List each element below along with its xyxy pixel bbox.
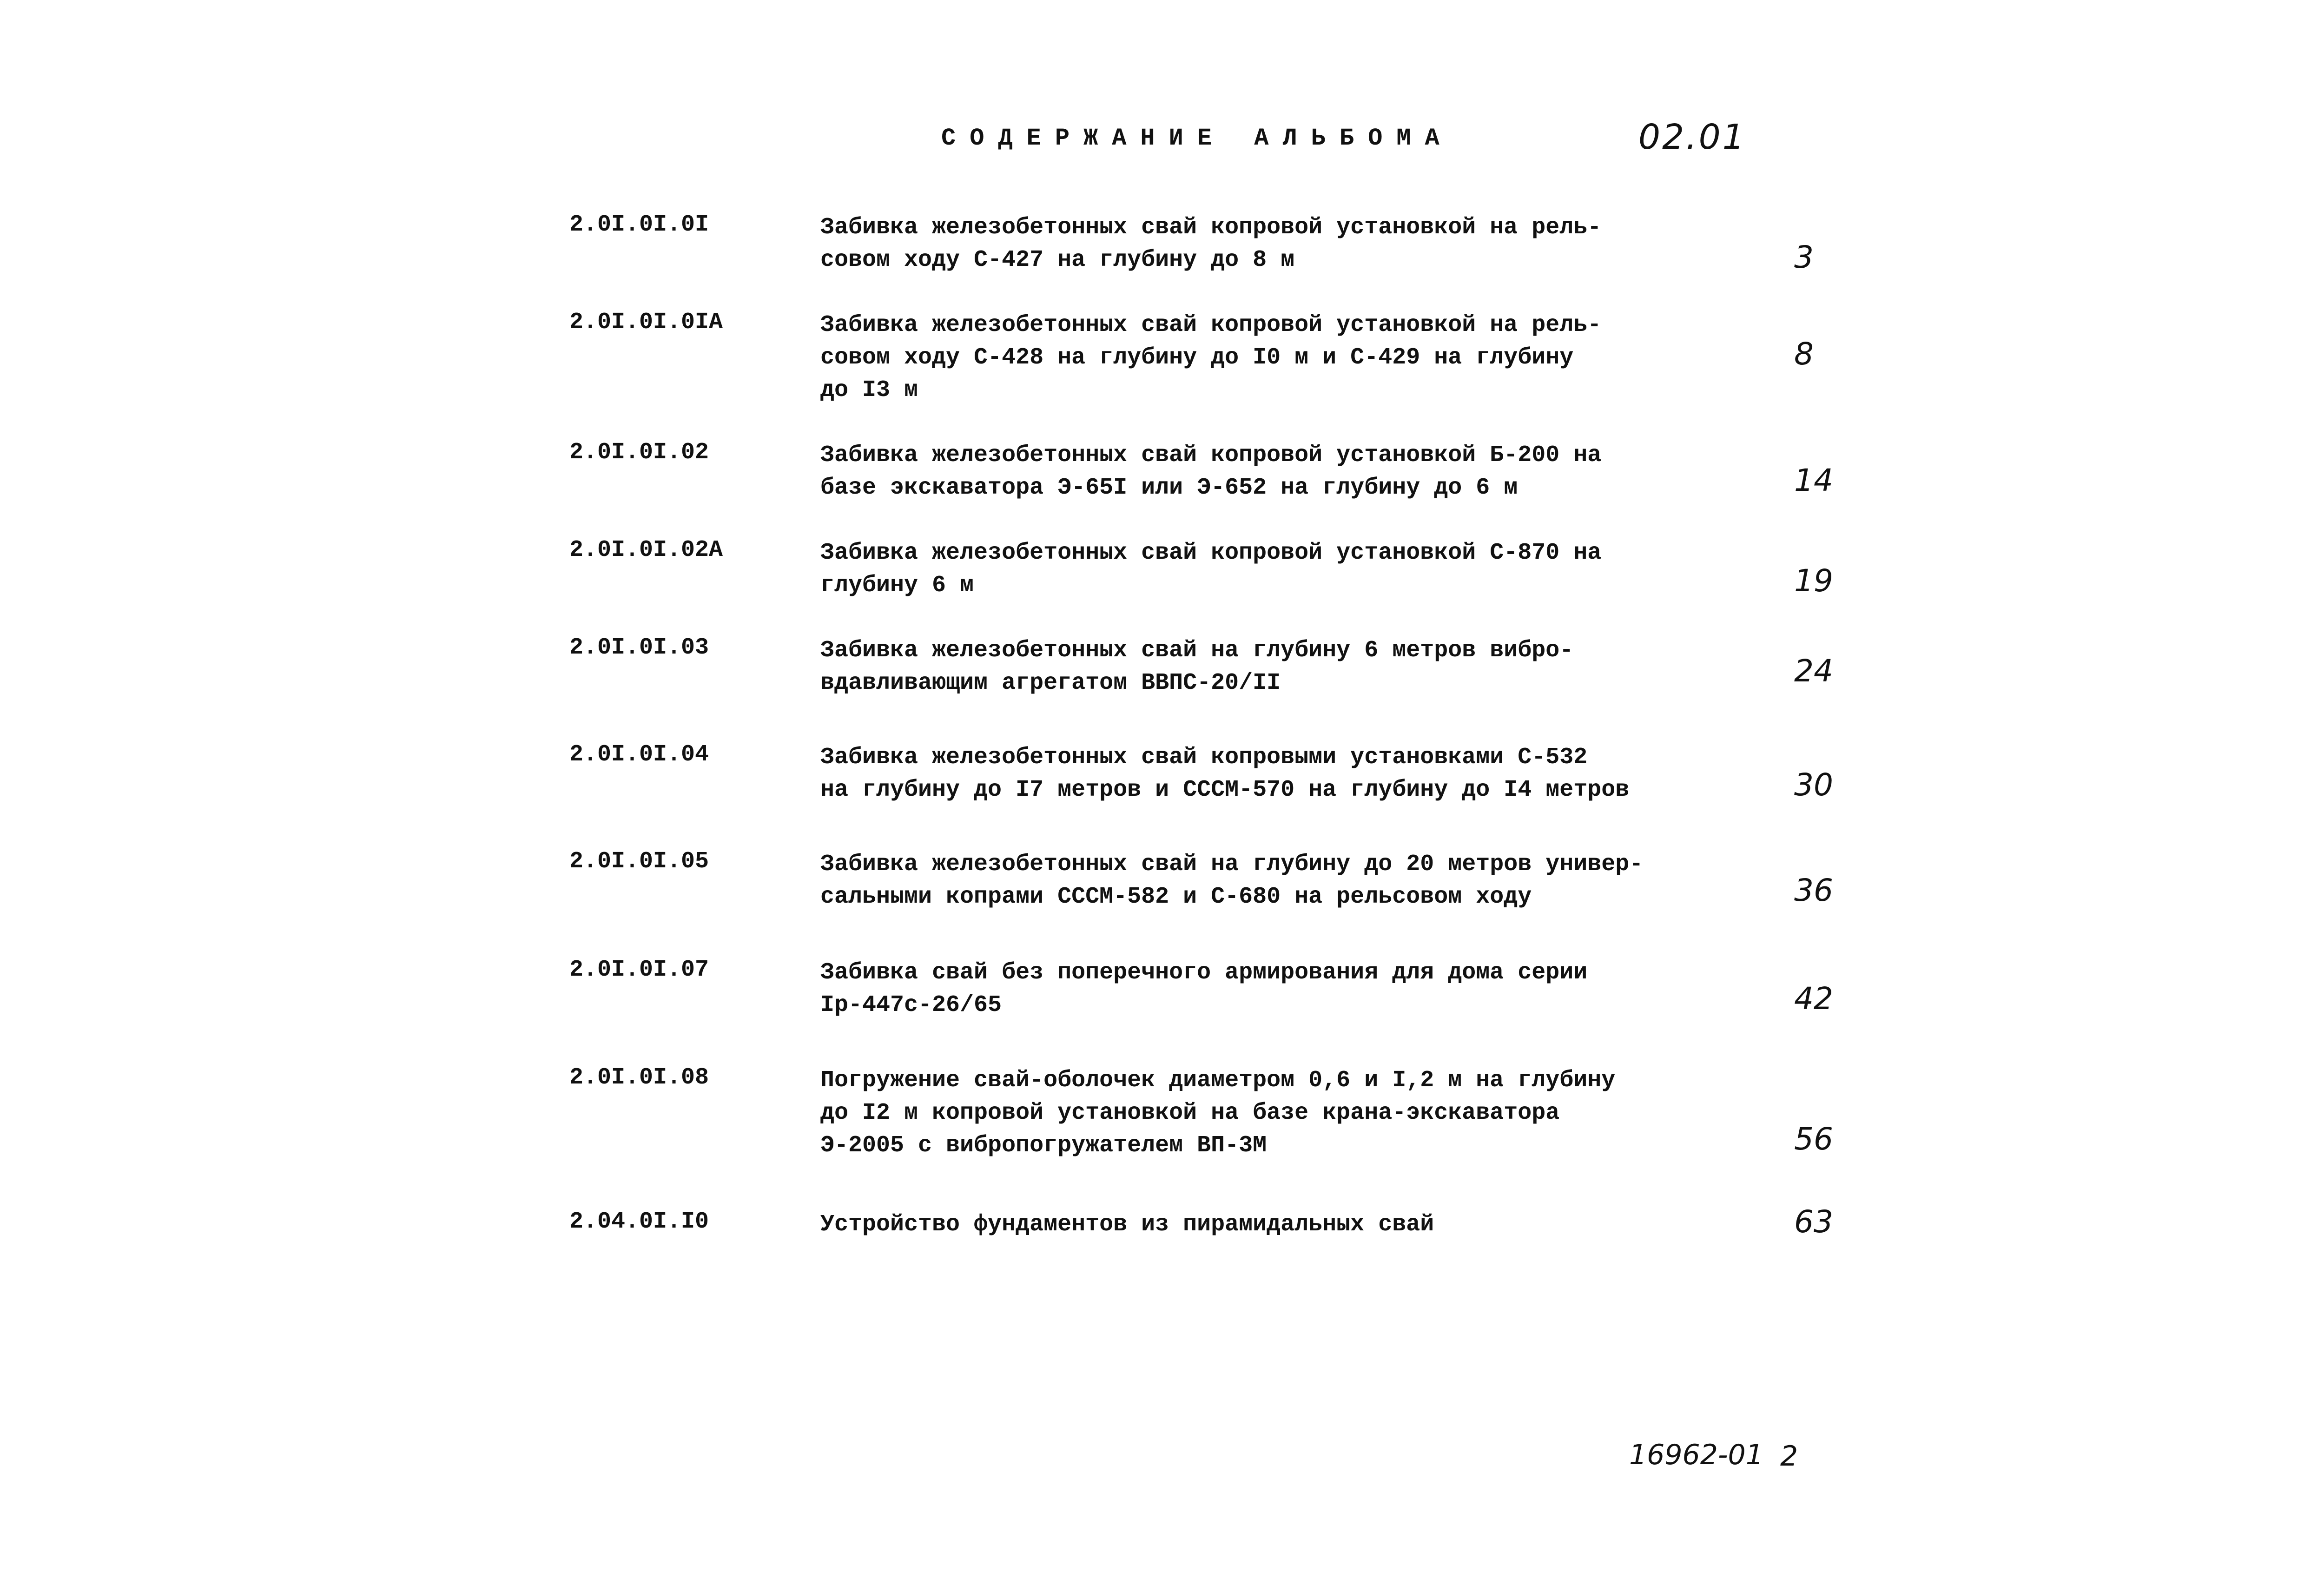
entry-page-number: 8 xyxy=(1794,336,1814,372)
entry-description-line: до I3 м xyxy=(820,377,918,403)
entry-page-number: 56 xyxy=(1794,1121,1833,1157)
entry-page-number: 42 xyxy=(1794,981,1833,1017)
entry-code: 2.0I.0I.02А xyxy=(569,537,723,563)
entry-description-line: до I2 м копровой установкой на базе крана-экскаватора xyxy=(820,1100,1560,1126)
entry-description xyxy=(820,741,1657,806)
entry-description-line: Iр-447с-26/65 xyxy=(820,992,1002,1018)
entry-description xyxy=(820,211,1657,277)
entry-description-line: Забивка свай без поперечного армирования для дома серии xyxy=(820,959,1588,986)
entry-description-line: совом ходу С-427 на глубину до 8 м xyxy=(820,247,1295,273)
entry-description xyxy=(820,439,1657,504)
entry-description xyxy=(820,537,1657,602)
entry-code: 2.0I.0I.07 xyxy=(569,957,709,983)
entry-description-line: Забивка железобетонных свай копровой установкой на рель- xyxy=(820,312,1602,338)
entry-description-line: Забивка железобетонных свай копровой установкой на рель- xyxy=(820,214,1602,241)
document-code: 16962-01 xyxy=(1629,1439,1763,1471)
entry-page-number: 63 xyxy=(1794,1204,1833,1240)
entry-page-number: 24 xyxy=(1794,653,1833,689)
entry-description-line: Погружение свай-оболочек диаметром 0,6 и I,2 м на глубину xyxy=(820,1067,1616,1094)
entry-description xyxy=(820,1209,1657,1241)
entry-description-line: Забивка железобетонных свай копровой установкой Б-200 на xyxy=(820,442,1602,469)
entry-code: 2.0I.0I.04 xyxy=(569,741,709,768)
entry-description xyxy=(820,309,1657,407)
entry-description-line: Э-2005 с вибропогружателем ВП-3М xyxy=(820,1132,1267,1159)
entry-code: 2.0I.0I.08 xyxy=(569,1064,709,1091)
entry-page-number: 36 xyxy=(1794,872,1833,908)
entry-page-number: 30 xyxy=(1794,767,1833,803)
entry-code: 2.04.0I.I0 xyxy=(569,1209,709,1235)
entry-description-line: Забивка железобетонных свай копровой установкой С-870 на xyxy=(820,540,1602,566)
page-title: СОДЕРЖАНИЕ АЛЬБОМА xyxy=(941,125,1453,152)
entry-page-number: 3 xyxy=(1794,239,1814,275)
entry-code: 2.0I.0I.0IА xyxy=(569,309,723,336)
entry-description-line: совом ходу С-428 на глубину до I0 м и С-429 на глубину xyxy=(820,344,1574,371)
entry-description-line: на глубину до I7 метров и СССМ-570 на глубину до I4 метров xyxy=(820,777,1630,803)
entry-description-line: сальными копрами СССМ-582 и С-680 на рельсовом ходу xyxy=(820,884,1532,910)
entry-description-line: Забивка железобетонных свай на глубину 6 метров вибро- xyxy=(820,637,1574,664)
entry-description-line: глубину 6 м xyxy=(820,572,974,599)
entry-description xyxy=(820,1064,1657,1162)
entry-description xyxy=(820,957,1657,1022)
entry-page-number: 14 xyxy=(1794,462,1833,498)
entry-description-line: Устройство фундаментов из пирамидальных свай xyxy=(820,1211,1434,1238)
entry-code: 2.0I.0I.02 xyxy=(569,439,709,466)
entry-code: 2.0I.0I.05 xyxy=(569,848,709,875)
entry-description-line: базе экскаватора Э-65I или Э-652 на глубину до 6 м xyxy=(820,475,1518,501)
sheet-number: 2 xyxy=(1780,1440,1798,1473)
album-code: 02.01 xyxy=(1638,117,1746,157)
entry-code: 2.0I.0I.0I xyxy=(569,211,709,238)
entry-page-number: 19 xyxy=(1794,563,1833,599)
entry-description-line: Забивка железобетонных свай на глубину до 20 метров универ- xyxy=(820,851,1644,878)
entry-description-line: вдавливающим агрегатом ВВПС-20/II xyxy=(820,670,1281,696)
entry-code: 2.0I.0I.03 xyxy=(569,634,709,661)
entry-description xyxy=(820,634,1657,700)
entry-description xyxy=(820,848,1657,913)
entry-description-line: Забивка железобетонных свай копровыми установками С-532 xyxy=(820,744,1588,771)
